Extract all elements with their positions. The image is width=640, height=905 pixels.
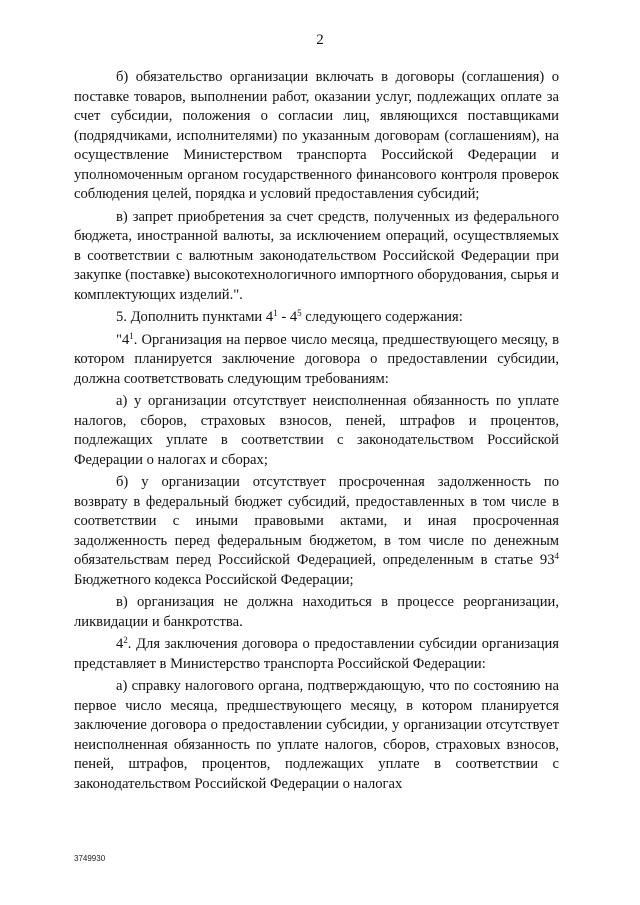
superscript: 2 — [123, 635, 128, 645]
paragraph-v-currency-ban: в) запрет приобретения за счет средств, полученных из федерального бюджета, иностранной валюты, за исключением операций, осуществляемых в соответствии с валютным законодательством Российской Федерации при закупке (поставке) высокотехнологичного импортного оборудования, сырья и комплектующих изделий.". — [74, 208, 559, 303]
page-number: 2 — [316, 32, 324, 48]
text-run: - 4 — [277, 309, 298, 325]
document-body — [74, 68, 559, 794]
superscript: 1 — [129, 330, 134, 341]
document-code: 3749930 — [74, 854, 106, 863]
text-run: "4 — [116, 331, 130, 348]
text-run: . Организация на первое число месяца, предшествующего месяцу, в котором планируется заключение договора о предоставлении субсидии, должна соответствовать следующим требованиям: — [74, 331, 559, 387]
paragraph-4-2 — [74, 635, 559, 674]
text-run: . Для заключения договора о предоставлении субсидии организация представляет в Министерство транспорта Российской Федерации: — [74, 636, 559, 672]
superscript: 5 — [297, 308, 302, 318]
text-run: 4 — [116, 636, 124, 652]
superscript: 4 — [554, 551, 559, 561]
text-run: 5. Дополнить пунктами 4 — [116, 309, 274, 325]
text-run: Бюджетного кодекса Российской Федерации; — [74, 571, 354, 588]
paragraph-a-no-tax-debt: а) у организации отсутствует неисполненная обязанность по уплате налогов, сборов, страховых взносов, пеней, штрафов и процентов, подлежащих уплате в соответствии с законодательством Российской Федерации о налогах и сборах; — [74, 393, 559, 468]
superscript: 1 — [273, 308, 278, 318]
text-run: б) у организации отсутствует просроченная задолженность по возврату в федеральный бюджет субсидий, предоставленных в том числе в соответствии с иными правовыми актами, и иная просроченная задолженность перед федеральным бюджетом, в том числе по денежным обязательствам перед Российской Федерацией, определенным в статье 93 — [74, 474, 559, 568]
paragraph-4-1 — [74, 331, 559, 390]
text-run: следующего содержания: — [301, 309, 463, 325]
paragraph-item-5 — [74, 308, 559, 328]
paragraph-v-no-reorganization: в) организация не должна находиться в процессе реорганизации, ликвидации и банкротства. — [74, 594, 559, 630]
paragraph-b-no-overdue-debt — [74, 473, 559, 590]
paragraph-a-tax-certificate: а) справку налогового органа, подтверждающую, что по состоянию на первое число месяца, предшествующего месяцу, в котором планируется заключение договора о предоставлении субсидии, у организации отсутствует неисполненная обязанность по уплате налогов, сборов, страховых взносов, пеней, штрафов, процентов, подлежащих уплате в соответствии с законодательством Российской Федерации о налогах — [74, 678, 559, 792]
paragraph-b-obligation: б) обязательство организации включать в договоры (соглашения) о поставке товаров, выполнении работ, оказании услуг, подлежащих оплате за счет субсидии, положения о согласии лиц, являющихся поставщиками (подрядчиками, исполнителями) по указанным договорам (соглашениям), на осуществление Министерством транспорта Российской Федерации и уполномоченным органом государственного финансового контроля проверок соблюдения целей, порядка и условий предоставления субсидий; — [74, 69, 559, 202]
